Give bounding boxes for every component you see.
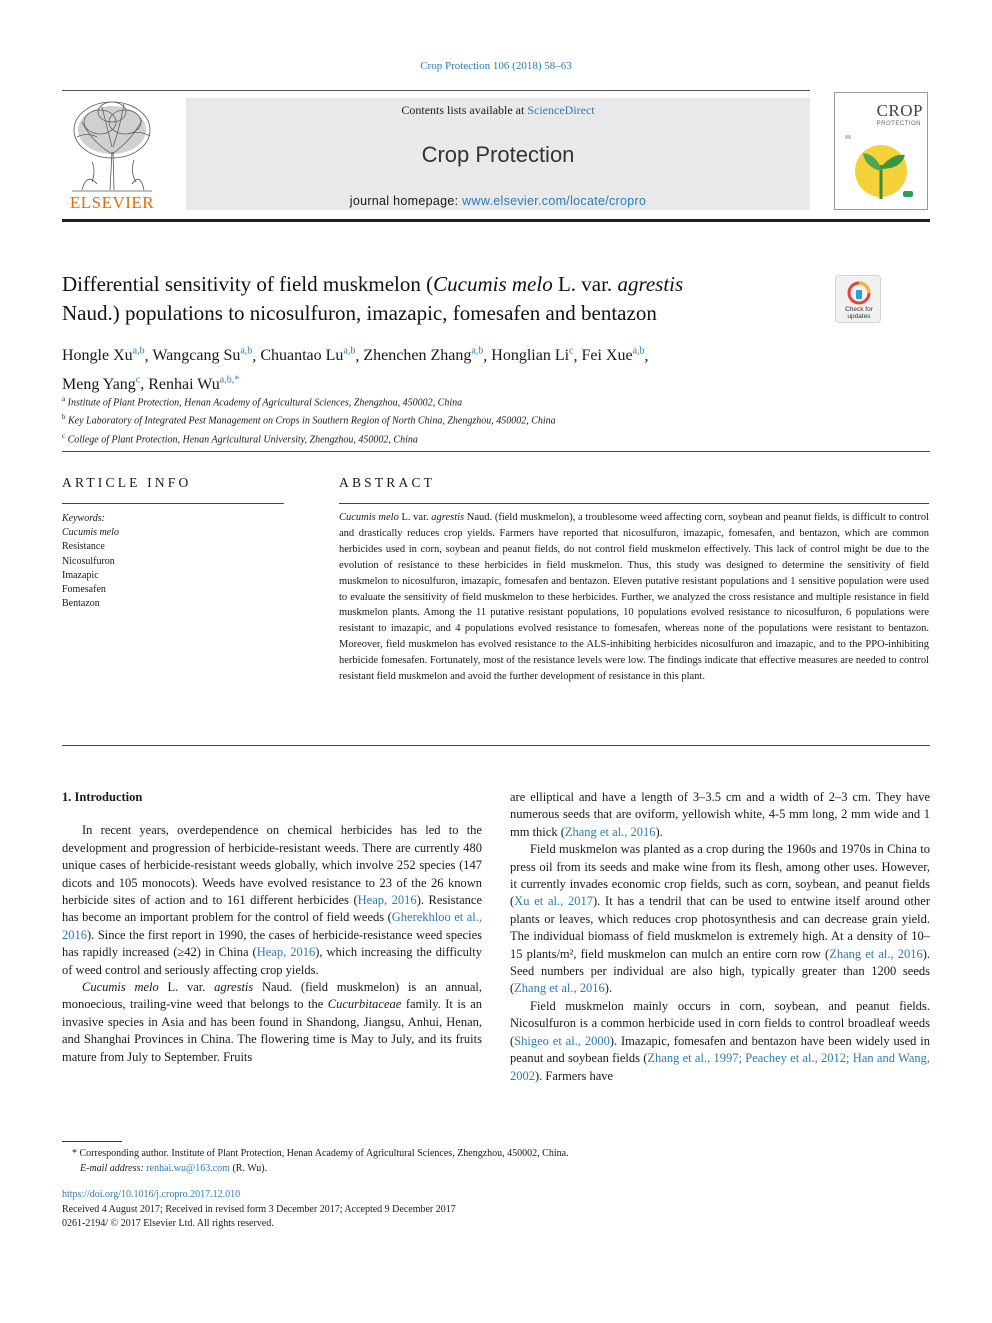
affiliation: $^a$ Institute of Plant Protection, Henan Academy of Agricultural Sciences, Zhengzhou, 450002, China <box>62 395 463 409</box>
doi-link[interactable]: https://doi.org/10.1016/j.cropro.2017.12.010 <box>62 1189 241 1200</box>
journal-homepage-link[interactable]: www.elsevier.com/locate/cropro <box>462 194 647 208</box>
received-dates: Received 4 August 2017; Received in revised form 3 December 2017; Accepted 9 December 2017 <box>62 1203 456 1215</box>
email-link[interactable]: renhai.wu@163.com <box>146 1163 230 1174</box>
author-list: Hongle Xu$^{a,b}$, Wangcang Su$^{a,b}$, Chuantao Lu$^{a,b}$, Zhenchen Zhang$^{a,b}$, Honglian Li$^c$, Fei Xue$^{a,b}$, Meng Yang$^c$, Renhai $Wu^{a,b,*}$ <box>62 346 649 393</box>
corresponding-author-note: * Corresponding author. Institute of Plant Protection, Henan Academy of Agricultural Sciences, Zhengzhou, 450002, China. <box>72 1148 569 1159</box>
email-note: E-mail address: renhai.wu@163.com (R. Wu). <box>80 1163 268 1174</box>
check-for-updates-badge[interactable] <box>835 275 881 323</box>
citation-link[interactable]: Gherekhloo et al., 2016 <box>62 910 482 942</box>
check-updates-label: Check for updates <box>845 306 873 320</box>
body-column-right <box>510 789 930 1085</box>
citation-link[interactable]: Heap, 2016 <box>256 945 316 960</box>
keyword: Resistance <box>62 541 105 553</box>
paragraph: Cucumis melo L. var. agrestis Naud. (field muskmelon) is an annual, monoecious, trailing-vine weed that belongs to the Cucurbitaceae family. It is an invasive species in Asia and has been found in Shandong, Jiangsu, Anhui, Henan, and Shanghai Provinces in China. The flowering time is May to July, and its fruits mature from July to September. Fruits <box>62 980 482 1064</box>
citation-link[interactable]: Heap, 2016 <box>357 893 417 908</box>
citation-link[interactable]: Zhang et al., 2016 <box>829 946 923 961</box>
article-title <box>62 270 822 328</box>
author[interactable]: Renhai $Wu^{a,b,*}$ <box>148 374 240 393</box>
homepage-prefix: journal homepage: <box>349 194 463 208</box>
title-italic-1: Cucumis melo <box>433 272 553 296</box>
keywords-label: Keywords: <box>62 513 105 524</box>
keyword: Bentazon <box>62 598 100 610</box>
author[interactable]: Zhenchen Zhang$^{a,b}$ <box>363 346 484 365</box>
paragraph: are elliptical and have a length of 3–3.5 cm and a width of 2–3 cm. They have numerous seeds that are oviform, yellowish white, 4-5 mm long, 2 mm wide and 1 mm thick (Zhang et al., 2016). <box>510 790 930 839</box>
author[interactable]: Hongle Xu$^{a,b}$ <box>62 346 145 365</box>
cover-title: CROP <box>876 101 923 120</box>
keyword: Fomesafen <box>62 584 106 596</box>
author[interactable]: Fei Xue$^{a,b}$ <box>581 346 645 365</box>
title-part-3: Naud.) populations to nicosulfuron, imazapic, fomesafen and bentazon <box>62 301 657 325</box>
abstract-heading: ABSTRACT <box>339 475 436 490</box>
footnotes <box>62 1146 922 1176</box>
header-divider <box>62 219 930 222</box>
abstract-divider <box>62 745 930 746</box>
article-metadata <box>62 1188 922 1232</box>
author[interactable]: Honglian Li$^c$ <box>491 346 574 365</box>
check-updates-icon <box>847 281 871 305</box>
title-part-2: L. var. <box>552 272 618 296</box>
abstract-rule <box>339 503 929 504</box>
section-heading-introduction: 1. Introduction <box>62 790 143 804</box>
keywords-list <box>62 512 119 611</box>
paragraph: Field muskmelon was planted as a crop during the 1960s and 1970s in China to press oil from its seeds and make wine from its flesh, among other uses. However, it currently invades economic crop fields, such as corn, soybean, and peanut fields (Xu et al., 2017). It has a tendril that can be used to entwine itself around other plants or leaves, which reduces crop photosynthesis and can decrease grain yield. The individual biomass of field muskmelon is extremely high. At a density of 10–15 plants/m², field muskmelon can mulch an entire corn row (Zhang et al., 2016). Seed numbers per individual are also high, typically greater than 1200 seeds (Zhang et al., 2016). <box>510 842 930 996</box>
affiliation-divider <box>62 451 930 452</box>
footnote-rule <box>62 1141 122 1142</box>
paragraph: Field muskmelon mainly occurs in corn, soybean, and peanut fields. Nicosulfuron is a common herbicide used in corn fields to control broadleaf weeds (Shigeo et al., 2000). Imazapic, fomesafen and bentazon have been widely used in peanut and soybean fields (Zhang et al., 1997; Peachey et al., 2012; Han and Wang, 2002). Farmers have <box>510 998 930 1083</box>
citation-link[interactable]: Xu et al., 2017 <box>514 894 593 909</box>
affiliation: $^c$ College of Plant Protection, Henan Agricultural University, Zhengzhou, 450002, China <box>62 431 418 445</box>
affiliation: $^b$ Key Laboratory of Integrated Pest Management on Crops in Southern Region of North China, Zhengzhou, 450002, China <box>62 413 556 427</box>
copyright-line: 0261-2194/ © 2017 Elsevier Ltd. All rights reserved. <box>62 1218 274 1229</box>
journal-homepage-line <box>186 194 810 208</box>
author[interactable]: Meng Yang$^c$ <box>62 374 141 393</box>
author[interactable]: Chuantao Lu$^{a,b}$ <box>260 346 356 365</box>
citation-link[interactable]: Shigeo et al., 2000 <box>514 1033 610 1048</box>
journal-citation[interactable]: Crop Protection 106 (2018) 58–63 <box>420 60 572 72</box>
title-part-1: Differential sensitivity of field muskmelon ( <box>62 272 434 296</box>
elsevier-publisher-name: ELSEVIER <box>69 193 155 212</box>
body-column-left <box>62 788 482 1066</box>
author[interactable]: Wangcang Su$^{a,b}$ <box>152 346 253 365</box>
sciencedirect-link[interactable]: ScienceDirect <box>527 103 595 117</box>
cover-sprout-icon <box>843 131 921 201</box>
article-info-heading: ARTICLE INFO <box>62 475 192 490</box>
masthead-top-rule <box>62 90 810 91</box>
paragraph: In recent years, overdependence on chemical herbicides has led to the development and progression of herbicide-resistant weeds. There are currently 480 unique cases of herbicide-resistant weeds globally, which involve 252 species (147 dicots and 105 monocots). Weeds have evolved resistance to 23 of the 26 known herbicide sites of action and to 161 different herbicides (Heap, 2016). Resistance has become an important problem for the control of field weeds (Gherekhloo et al., 2016). Since the first report in 1990, the cases of herbicide-resistance weed species has rapidly increased (≥42) in China (Heap, 2016), which increasing the difficulty of weed control and seriously affecting crop yields. <box>62 823 483 977</box>
citation-link[interactable]: Zhang et al., 2016 <box>564 824 656 839</box>
affiliations <box>62 392 862 447</box>
citation-link[interactable]: Zhang et al., 1997; Peachey et al., 2012; Han and Wang, 2002 <box>510 1051 930 1083</box>
citation-link[interactable]: Zhang et al., 2016 <box>514 981 605 996</box>
keyword: Cucumis melo <box>62 527 119 539</box>
journal-cover-thumbnail[interactable] <box>834 92 928 210</box>
abstract-text: Cucumis melo L. var. agrestis Naud. (field muskmelon), a troublesome weed affecting corn, soybean and peanut fields, is difficult to control and drastically reduces crop yields. Farmers have reported that nicosulfuron, imazapic, fomesafen, and bentazon, which are common herbicides used in corn, soybean and peanut fields, do not control field muskmelon effectively. This lack of control might be due to the evolution of resistance to these herbicides in field muskmelon. Thus, this study was designed to determine the sensitivity of field muskmelon to nicosulfuron, imazapic, fomesafen and bentazon. Eleven putative resistant populations and 1 sensitive population were used to evaluate the sensitivity of field muskmelon to these herbicides. Further, we analyzed the cross resistance and multiple resistance in field muskmelon plants. Among the 11 putative resistant populations, 10 populations evolved resistance to nicosulfuron, 6 populations were resistant to imazapic, and 4 populations evolved resistance to fomesafen, whereas none of the populations were resistant to bentazon. Moreover, field muskmelon has evolved resistance to the ALS-inhibiting herbicides nicosulfuron and imazapic, and to the PPO-inhibiting herbicide fomesafen. Fortunately, most of the resistance levels were low. The findings indicate that effective measures are needed to control resistant field muskmelon and avoid the further development of resistance in this plant. <box>339 512 929 683</box>
journal-name: Crop Protection <box>421 142 575 167</box>
cover-subtitle: PROTECTION <box>876 121 921 127</box>
keyword: Imazapic <box>62 569 99 581</box>
article-info-rule <box>62 503 284 504</box>
contents-line <box>186 103 810 118</box>
keyword: Nicosulfuron <box>62 555 115 567</box>
contents-prefix: Contents lists available at <box>401 103 528 117</box>
title-italic-2: agrestis <box>617 272 684 296</box>
